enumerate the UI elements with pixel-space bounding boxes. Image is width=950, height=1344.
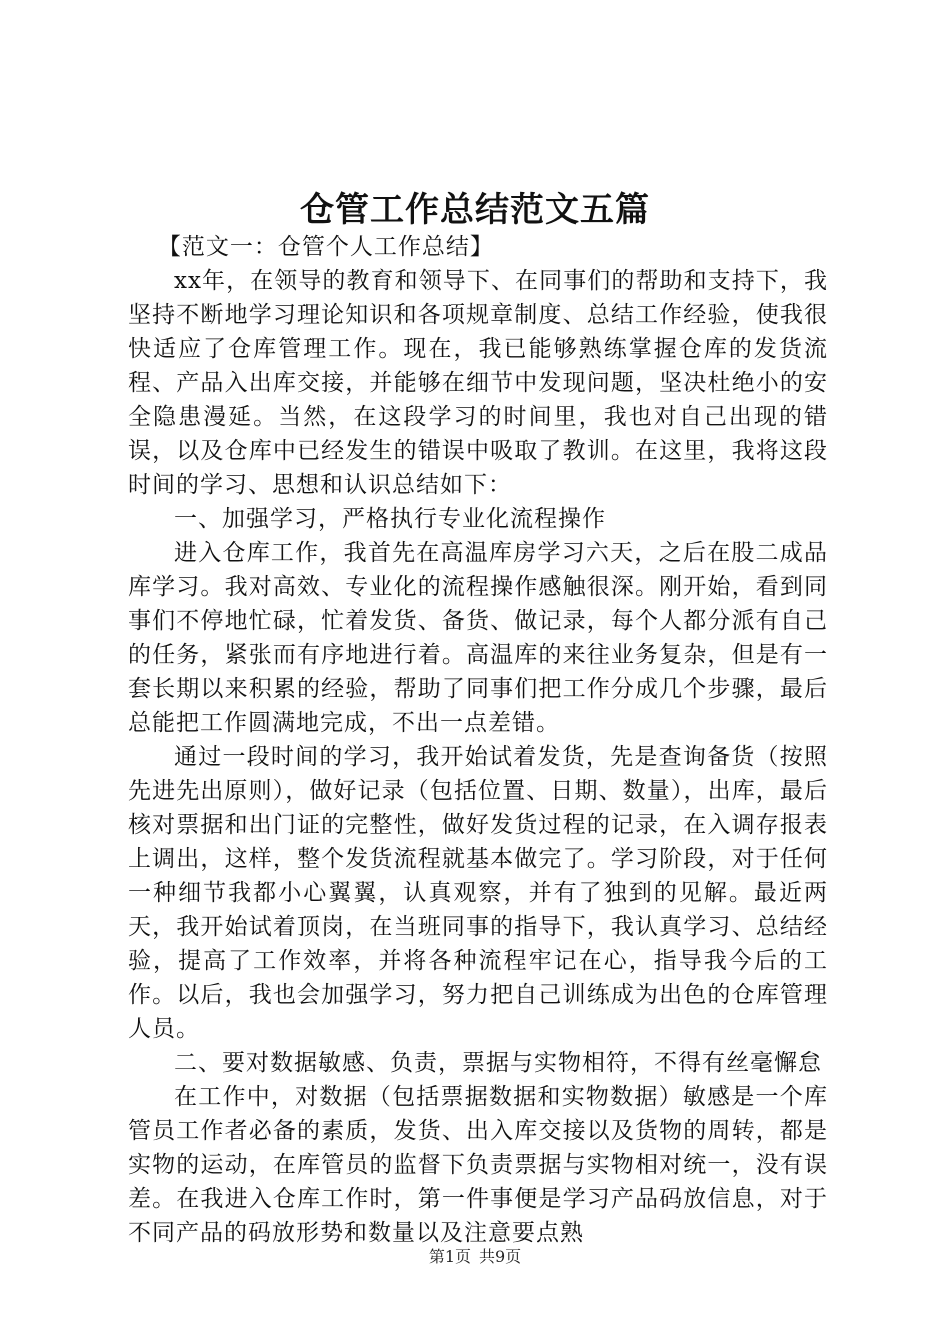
- paragraph-data-sensitivity: 在工作中，对数据（包括票据数据和实物数据）敏感是一个库管员工作者必备的素质，发货、出入库交接以及货物的周转，都是实物的运动，在库管员的监督下负责票据与实物相对统一，没有误差。在我进入仓库工作时，第一件事便是学习产品码放信息，对于不同产品的码放形势和数量以及注意要点熟: [128, 1084, 828, 1246]
- page-total: 共9页: [479, 1247, 522, 1266]
- page-footer: [0, 1244, 950, 1267]
- page-number: 第1页: [428, 1247, 471, 1266]
- paragraph-intro: xx年，在领导的教育和领导下、在同事们的帮助和支持下，我坚持不断地学习理论知识和各项规章制度、总结工作经验，使我很快适应了仓库管理工作。现在，我已能够熟练掌握仓库的发货流程、产品入出库交接，并能够在细节中发现问题，坚决杜绝小的安全隐患漫延。当然，在这段学习的时间里，我也对自己出现的错误，以及仓库中已经发生的错误中吸取了教训。在这里，我将这段时间的学习、思想和认识总结如下：: [128, 268, 828, 498]
- paragraph-shipping-process: 通过一段时间的学习，我开始试着发货，先是查询备货（按照先进先出原则），做好记录（包括位置、日期、数量），出库，最后核对票据和出门证的完整性，做好发货过程的记录，在入调存报表上调出，这样，整个发货流程就基本做完了。学习阶段，对于任何一种细节我都小心翼翼，认真观察，并有了独到的见解。最近两天，我开始试着顶岗，在当班同事的指导下，我认真学习、总结经验，提高了工作效率，并将各种流程牢记在心，指导我今后的工作。以后，我也会加强学习，努力把自己训练成为出色的仓库管理人员。: [128, 744, 828, 1042]
- section-heading-sample-one: 【范文一：仓管个人工作总结】: [157, 234, 494, 260]
- paragraph-warehouse-entry: 进入仓库工作，我首先在高温库房学习六天，之后在股二成品库学习。我对高效、专业化的流程操作感触很深。刚开始，看到同事们不停地忙碌，忙着发货、备货、做记录，每个人都分派有自己的任务，紧张而有序地进行着。高温库的来往业务复杂，但是有一套长期以来积累的经验，帮助了同事们把工作分成几个步骤，最后总能把工作圆满地完成，不出一点差错。: [128, 540, 828, 736]
- document-title: 仓管工作总结范文五篇: [300, 190, 650, 230]
- section-heading-one: 一、加强学习，严格执行专业化流程操作: [174, 506, 606, 532]
- document-body: [128, 230, 828, 1250]
- section-heading-two: 二、要对数据敏感、负责，票据与实物相符，不得有丝毫懈怠: [174, 1050, 822, 1076]
